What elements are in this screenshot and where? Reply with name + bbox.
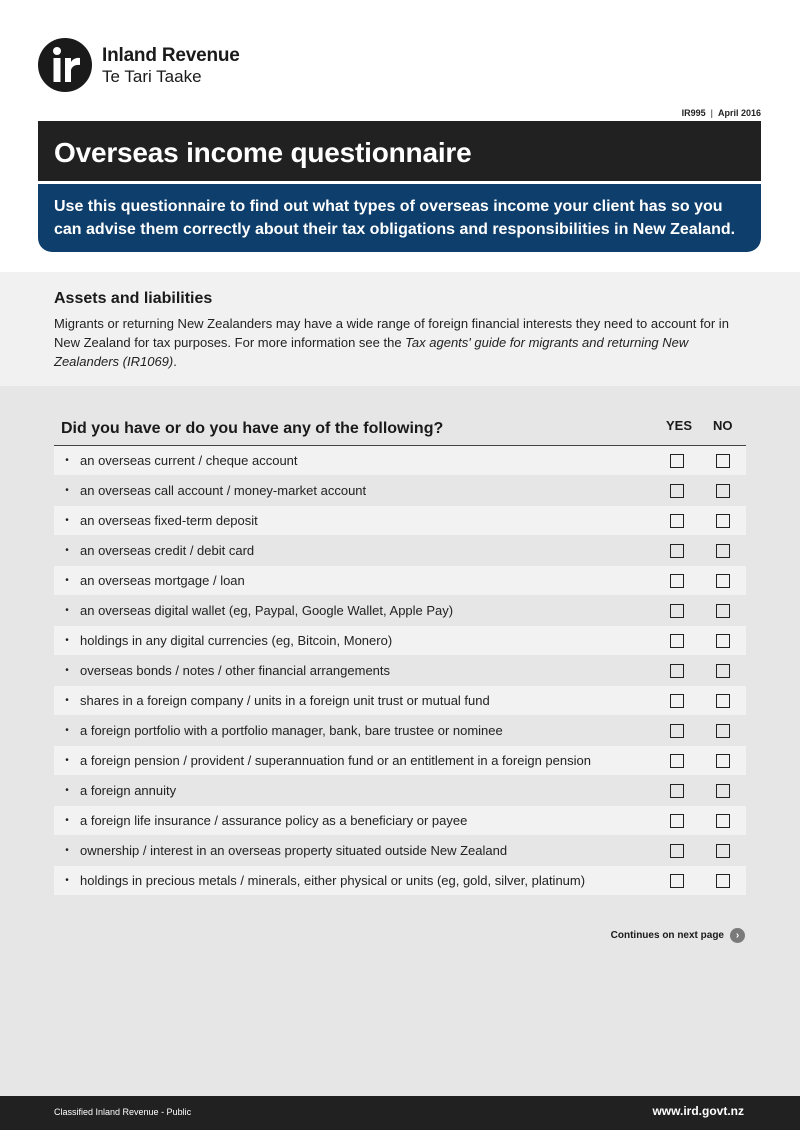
no-checkbox[interactable]	[716, 874, 730, 888]
no-checkbox[interactable]	[716, 514, 730, 528]
bullet: •	[65, 575, 69, 586]
no-checkbox[interactable]	[716, 814, 730, 828]
yes-column-label: YES	[666, 418, 693, 433]
no-checkbox[interactable]	[716, 604, 730, 618]
question-item-text: shares in a foreign company / units in a foreign unit trust or mutual fund	[80, 693, 490, 708]
question-row	[54, 656, 746, 686]
question-item-text: a foreign portfolio with a portfolio manager, bank, bare trustee or nominee	[80, 723, 503, 738]
yes-checkbox[interactable]	[670, 634, 684, 648]
title-bar	[38, 121, 761, 181]
assets-section	[0, 272, 800, 386]
question-row	[54, 476, 746, 506]
yes-checkbox[interactable]	[670, 454, 684, 468]
bullet: •	[65, 515, 69, 526]
form-identifier: IR995 | April 2016	[681, 108, 761, 118]
footer	[0, 1096, 800, 1130]
no-checkbox[interactable]	[716, 544, 730, 558]
question-row	[54, 716, 746, 746]
bullet: •	[65, 725, 69, 736]
question-heading: Did you have or do you have any of the following?	[61, 420, 444, 437]
page-title: Overseas income questionnaire	[54, 137, 472, 168]
question-header	[54, 416, 746, 446]
question-row	[54, 626, 746, 656]
bullet: •	[65, 605, 69, 616]
question-item-text: ownership / interest in an overseas property situated outside New Zealand	[80, 843, 508, 858]
classification-text: Classified Inland Revenue - Public	[54, 1107, 192, 1117]
no-checkbox[interactable]	[716, 454, 730, 468]
question-row	[54, 446, 746, 476]
bullet: •	[65, 695, 69, 706]
assets-text: Migrants or returning New Zealanders may have a wide range of foreign financial interests they need to account for in New Zealand for tax purposes. For more information see the	[54, 316, 729, 350]
yes-checkbox[interactable]	[670, 844, 684, 858]
question-item-text: an overseas current / cheque account	[80, 453, 298, 468]
yes-checkbox[interactable]	[670, 664, 684, 678]
question-row	[54, 566, 746, 596]
no-checkbox[interactable]	[716, 784, 730, 798]
question-item-text: an overseas digital wallet (eg, Paypal, Google Wallet, Apple Pay)	[80, 603, 454, 618]
form-date: April 2016	[717, 108, 761, 118]
ir-logo-icon	[38, 38, 92, 92]
question-item-text: holdings in precious metals / minerals, either physical or units (eg, gold, silver, platinum)	[80, 873, 586, 888]
bullet: •	[65, 635, 69, 646]
no-checkbox[interactable]	[716, 664, 730, 678]
assets-text-end: .	[173, 354, 177, 369]
yes-checkbox[interactable]	[670, 514, 684, 528]
yes-checkbox[interactable]	[670, 484, 684, 498]
website-link[interactable]: www.ird.govt.nz	[652, 1104, 744, 1118]
question-item-text: an overseas credit / debit card	[80, 543, 255, 558]
bullet: •	[65, 875, 69, 886]
question-list	[54, 446, 746, 896]
question-item-text: a foreign life insurance / assurance policy as a beneficiary or payee	[80, 813, 468, 828]
question-row	[54, 806, 746, 836]
continues-text: Continues on next page	[610, 930, 724, 941]
question-row	[54, 596, 746, 626]
yes-checkbox[interactable]	[670, 754, 684, 768]
inland-revenue-logo	[38, 38, 240, 92]
chevron-right-icon: ›	[730, 928, 745, 943]
question-item-text: holdings in any digital currencies (eg, Bitcoin, Monero)	[80, 633, 393, 648]
bullet: •	[65, 545, 69, 556]
bullet: •	[65, 455, 69, 466]
question-item-text: a foreign annuity	[80, 783, 177, 798]
yes-checkbox[interactable]	[670, 694, 684, 708]
no-checkbox[interactable]	[716, 574, 730, 588]
question-row	[54, 506, 746, 536]
no-column-label: NO	[713, 418, 733, 433]
question-item-text: an overseas fixed-term deposit	[80, 513, 258, 528]
bullet: •	[65, 845, 69, 856]
guide-reference: Tax agents' guide for migrants and returning New Zealanders (IR1069)	[54, 335, 689, 369]
yes-checkbox[interactable]	[670, 814, 684, 828]
question-item-text: an overseas mortgage / loan	[80, 573, 245, 588]
intro-banner	[38, 184, 761, 252]
assets-description	[54, 314, 746, 371]
intro-text: Use this questionnaire to find out what types of overseas income your client has so you can advise them correctly about their tax obligations and responsibilities in New Zealand.	[54, 198, 736, 238]
bullet: •	[65, 815, 69, 826]
logo-subtitle: Te Tari Taake	[102, 66, 202, 86]
bullet: •	[65, 485, 69, 496]
logo-title: Inland Revenue	[102, 44, 240, 66]
question-item-text: overseas bonds / notes / other financial arrangements	[80, 663, 391, 678]
continues-indicator	[611, 928, 745, 943]
question-row	[54, 536, 746, 566]
assets-heading: Assets and liabilities	[54, 290, 213, 307]
yes-checkbox[interactable]	[670, 874, 684, 888]
bullet: •	[65, 755, 69, 766]
question-row	[54, 746, 746, 776]
question-row	[54, 866, 746, 896]
yes-checkbox[interactable]	[670, 574, 684, 588]
no-checkbox[interactable]	[716, 724, 730, 738]
question-row	[54, 836, 746, 866]
yes-checkbox[interactable]	[670, 724, 684, 738]
question-row	[54, 776, 746, 806]
question-row	[54, 686, 746, 716]
question-item-text: an overseas call account / money-market account	[80, 483, 367, 498]
bullet: •	[65, 785, 69, 796]
no-checkbox[interactable]	[716, 694, 730, 708]
yes-checkbox[interactable]	[670, 604, 684, 618]
no-checkbox[interactable]	[716, 634, 730, 648]
question-item-text: a foreign pension / provident / superannuation fund or an entitlement in a foreign pension	[80, 753, 591, 768]
bullet: •	[65, 665, 69, 676]
questionnaire-panel	[0, 386, 800, 1096]
no-checkbox[interactable]	[716, 754, 730, 768]
yes-checkbox[interactable]	[670, 544, 684, 558]
no-checkbox[interactable]	[716, 844, 730, 858]
no-checkbox[interactable]	[716, 484, 730, 498]
yes-checkbox[interactable]	[670, 784, 684, 798]
form-code: IR995	[681, 108, 706, 118]
